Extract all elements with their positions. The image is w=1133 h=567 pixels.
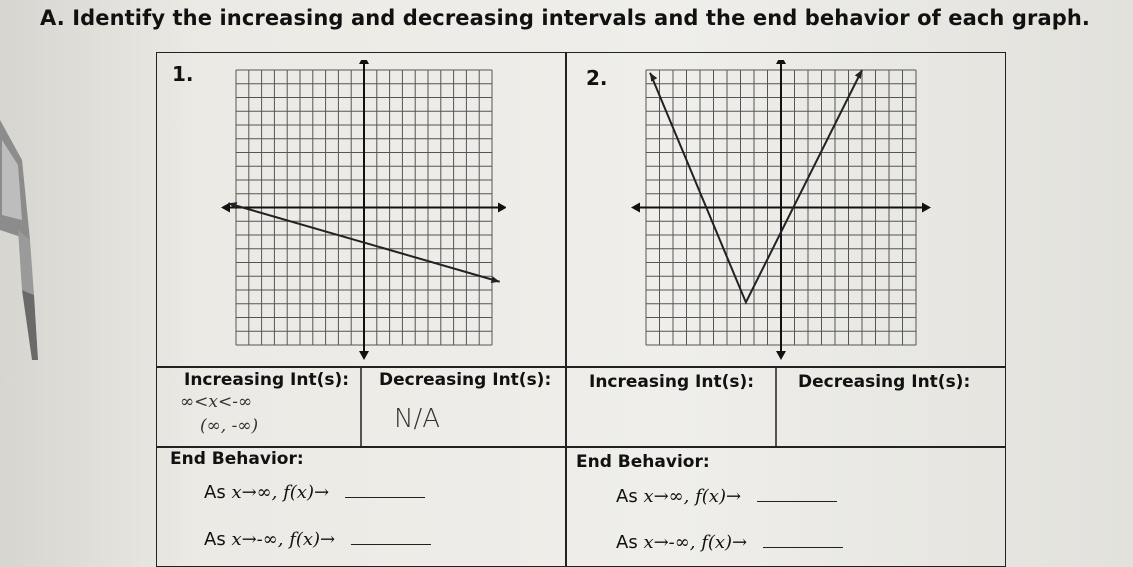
answer-blank[interactable] (763, 533, 843, 548)
problem-1-increasing-answer-2: (∞, -∞) (200, 416, 259, 436)
x-axis-arrow-left (631, 203, 640, 213)
eb-prefix: As (204, 529, 226, 550)
x-axis-arrow-right (498, 203, 506, 213)
problem-1-number: 1. (172, 62, 194, 86)
problem-2-end-behavior-label: End Behavior: (576, 452, 710, 472)
eb-math: x→∞, f(x)→ (643, 486, 742, 507)
problem-1-eb-line-2 (204, 529, 431, 550)
problem-2-increasing-label: Increasing Int(s): (589, 372, 755, 392)
problem-1-decreasing-label: Decreasing Int(s): (379, 370, 552, 390)
problem-2-eb-line-2 (616, 532, 843, 553)
y-axis-arrow-up (776, 60, 786, 64)
answer-blank[interactable] (757, 487, 837, 502)
y-axis-arrow-up (359, 60, 369, 64)
mechanical-pencil (0, 120, 40, 370)
instructions-heading: A. Identify the increasing and decreasing intervals and the end behavior of each graph. (40, 6, 1090, 30)
eb-prefix: As (616, 486, 638, 507)
x-axis-arrow-right (922, 203, 931, 213)
eb-math: x→∞, f(x)→ (231, 482, 330, 503)
y-axis-arrow-down (776, 351, 786, 360)
problem-2-eb-line-1 (616, 486, 837, 507)
problem-1-graph (216, 60, 506, 360)
problem-1-decreasing-answer: N/A (394, 404, 440, 434)
problem-1-eb-line-1 (204, 482, 425, 503)
eb-prefix: As (616, 532, 638, 553)
answer-blank[interactable] (345, 483, 425, 498)
problem-2-number: 2. (586, 66, 608, 90)
eb-math: x→-∞, f(x)→ (231, 529, 336, 550)
problem-1-increasing-label: Increasing Int(s): (184, 370, 350, 390)
problem-1-end-behavior-label: End Behavior: (170, 449, 304, 469)
eb-prefix: As (204, 482, 226, 503)
problem-2-decreasing-label: Decreasing Int(s): (798, 372, 971, 392)
y-axis-arrow-down (359, 351, 369, 360)
graph-line (650, 70, 862, 302)
worksheet-table (156, 52, 1006, 567)
problem-1-increasing-answer-1: ∞<x<-∞ (180, 392, 253, 412)
answer-blank[interactable] (351, 530, 431, 545)
problem-2-graph (626, 60, 936, 360)
eb-math: x→-∞, f(x)→ (643, 532, 748, 553)
